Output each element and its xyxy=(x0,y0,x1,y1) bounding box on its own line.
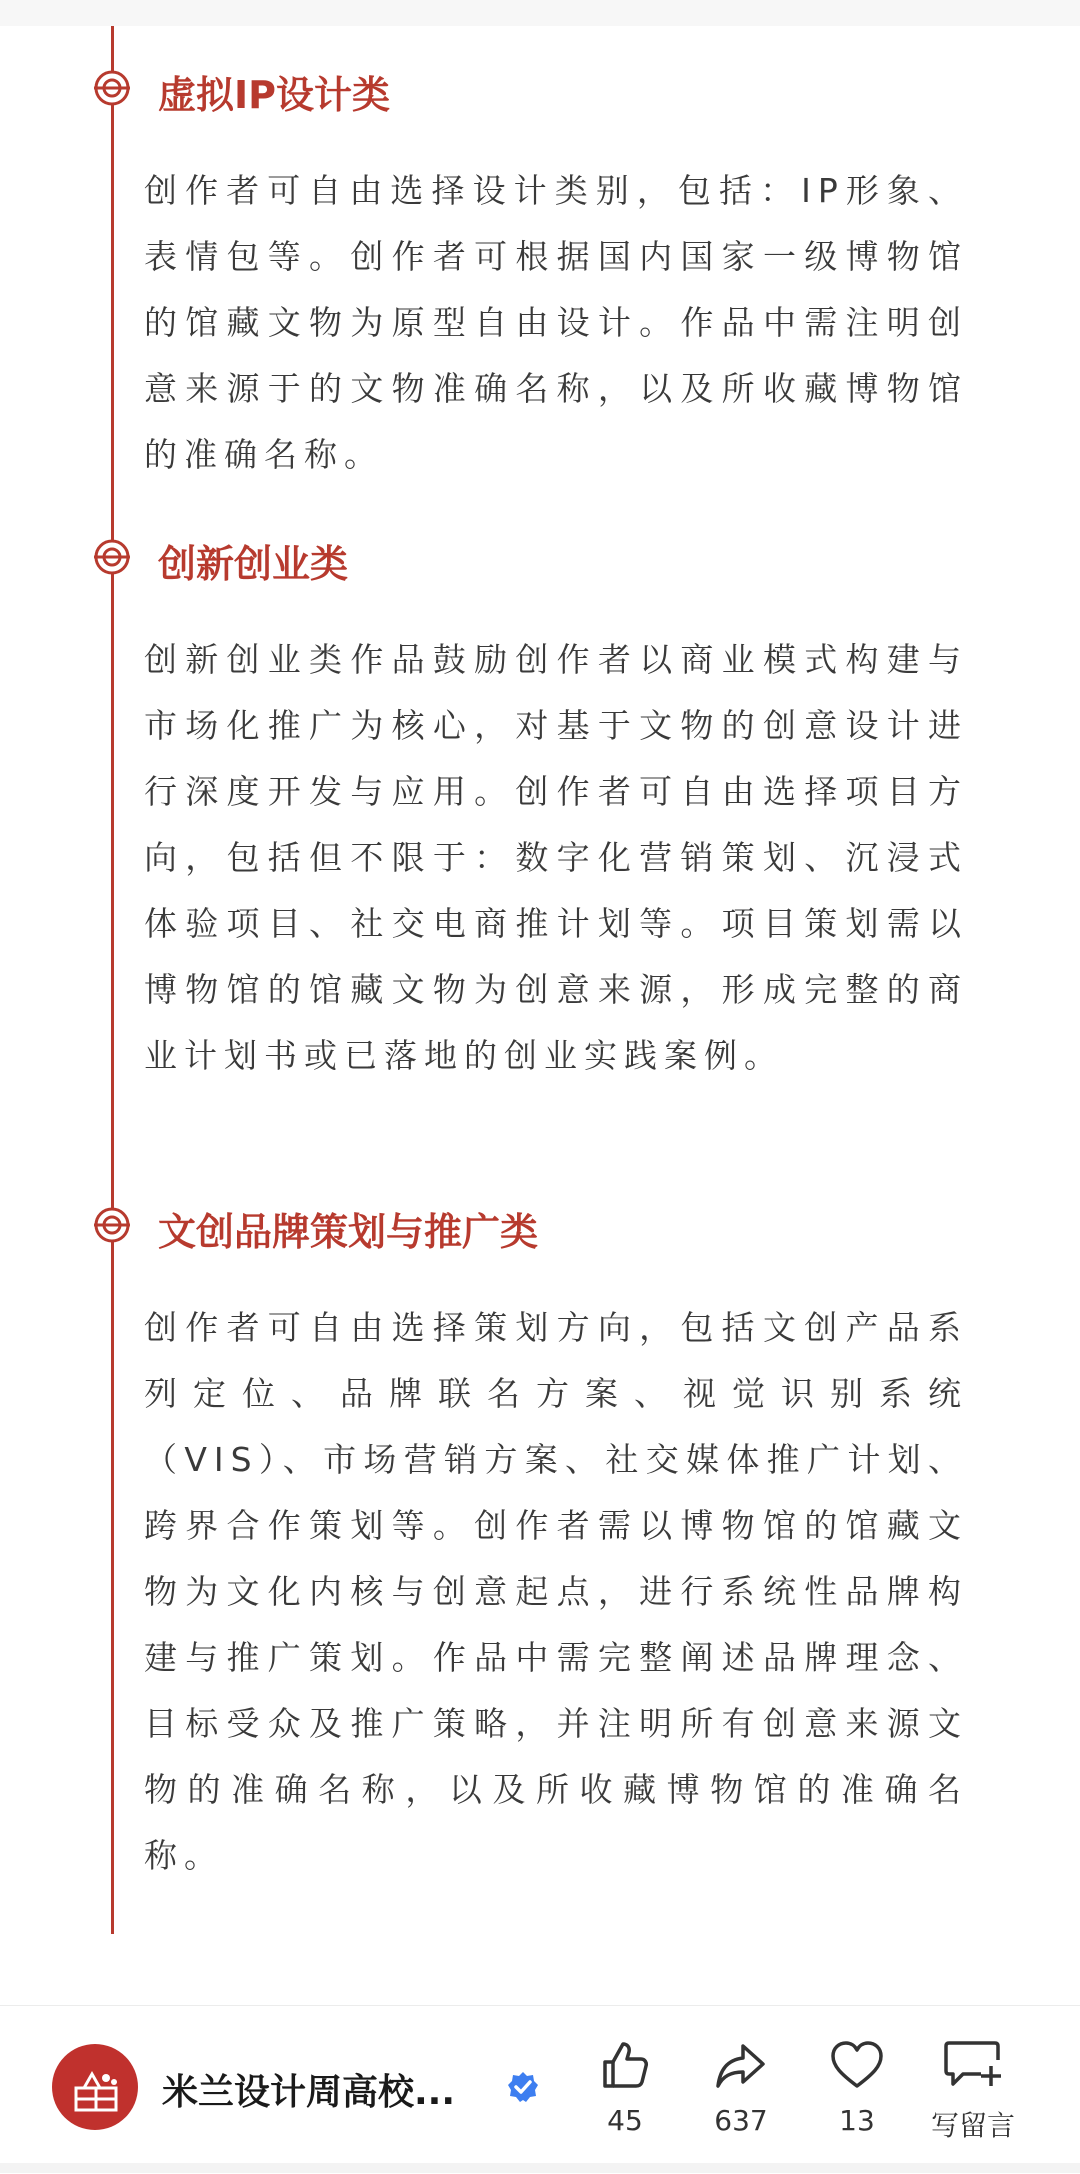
heart-icon xyxy=(829,2038,885,2094)
favorite-count: 13 xyxy=(839,2104,875,2137)
section-title: 创新创业类 xyxy=(158,542,349,586)
top-band xyxy=(0,0,1080,26)
section-body: 创新创业类作品鼓励创作者以商业模式构建与市场化推广为核心，对基于文物的创意设计进行深度开发与应用。创作者可自由选择项目方向，包括但不限于：数字化营销策划、沉浸式体验项目、社交电商推计划等。项目策划需以博物馆的馆藏文物为创意来源，形成完整的商业计划书或已落地的创业实践案例。 xyxy=(144,640,968,1075)
write-comment-label: 写留言 xyxy=(930,2109,1015,2142)
bottom-strip xyxy=(0,2163,1080,2173)
share-button[interactable] xyxy=(686,2038,796,2148)
section-title: 文创品牌策划与推广类 xyxy=(158,1210,539,1254)
favorite-button[interactable] xyxy=(802,2038,912,2148)
verified-badge-icon xyxy=(506,2070,540,2104)
timeline-marker-icon xyxy=(92,1205,132,1245)
like-count: 45 xyxy=(607,2104,643,2137)
comment-icon xyxy=(943,2038,1003,2094)
section-body: 创作者可自由选择策划方向，包括文创产品系列定位、品牌联名方案、视觉识别系统（VIS）、市场营销方案、社交媒体推广计划、跨界合作策划等。创作者需以博物馆的馆藏文物为文化内核与创意起点，进行系统性品牌构建与推广策划。作品中需完整阐述品牌理念、目标受众及推广策略，并注明所有创意来源文物的准确名称，以及所收藏博物馆的准确名称。 xyxy=(144,1308,968,1875)
account-avatar[interactable] xyxy=(52,2044,138,2130)
bottom-action-bar xyxy=(0,2005,1080,2174)
account-logo-icon xyxy=(52,2044,138,2130)
like-button[interactable] xyxy=(570,2038,680,2148)
section-body: 创作者可自由选择设计类别，包括：IP形象、表情包等。创作者可根据国内国家一级博物馆的馆藏文物为原型自由设计。作品中需注明创意来源于的文物准确名称，以及所收藏博物馆的准确名称。 xyxy=(144,171,968,474)
share-count: 637 xyxy=(714,2104,768,2137)
account-name[interactable]: 米兰设计周高校... xyxy=(162,2072,456,2113)
write-comment-button[interactable] xyxy=(918,2038,1028,2148)
thumbs-up-icon xyxy=(597,2038,653,2094)
timeline-marker-icon xyxy=(92,68,132,108)
share-icon xyxy=(713,2038,769,2094)
timeline-marker-icon xyxy=(92,537,132,577)
timeline-line xyxy=(111,26,114,1934)
section-title: 虚拟IP设计类 xyxy=(158,73,390,117)
